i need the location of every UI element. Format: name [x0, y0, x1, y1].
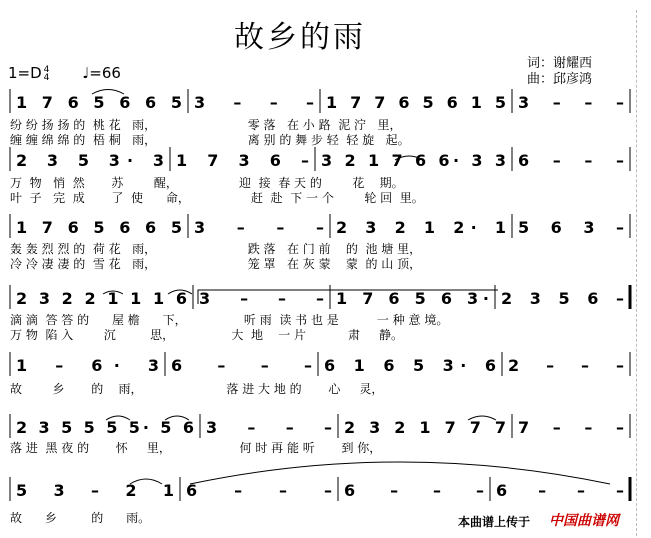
measure-notes: 1 7 3 6 – — [176, 151, 309, 170]
measure-notes: 6 1 6 5 3· 6 — [324, 356, 496, 375]
lyricist-credit: 词：谢耀西 — [527, 56, 593, 71]
tempo-marking: ♩=66 — [82, 64, 121, 82]
measure-notes: 3 – – – — [199, 289, 324, 308]
lyric-line: 故 乡 的 雨， 落 进 大 地 的 心 灵， — [10, 382, 384, 396]
time-signature: 4 4 — [43, 64, 50, 83]
measure-notes: 1 7 6 5 6 6 5 — [16, 218, 182, 237]
measure-notes: 2 3 5 5 5 5· 5 6 — [16, 418, 194, 437]
composer-credit: 曲：邱彦鸿 — [527, 72, 593, 87]
lyric-line: 叶 子 完 成 了 使 命， 赶 赴 下 一 个 轮 回 里。 — [10, 191, 424, 205]
key-signature: 1=D — [8, 64, 42, 82]
measure-notes: 6 – – – — [171, 356, 312, 375]
measure-notes: 2 3 2 1 7 7 7 — [344, 418, 506, 437]
lyric-line: 冷 冷 凄 凄 的 雪 花 雨， 笼 罩 在 灰 蒙 蒙 的 山 顶， — [10, 257, 422, 271]
measure-notes: 7 – – – — [518, 418, 624, 437]
measure-notes: 6 – – – — [496, 481, 624, 500]
measure-notes: 6 – – – — [344, 481, 484, 500]
lyric-line: 缠 缠 绵 绵 的 梧 桐 雨， 离 别 的 舞 步 轻 轻 旋 起。 — [10, 133, 410, 147]
measure-notes: 2 3 5 3· 3 — [16, 151, 164, 170]
measure-notes: 5 3 – 2 1 — [16, 481, 174, 500]
measure-notes: 3 – – – — [206, 418, 332, 437]
lyric-line: 万 物 悄 然 苏 醒， 迎 接 春 天 的 花 期。 — [10, 176, 404, 190]
measure-notes: 3 2 1 7 6 6· 3 3 — [321, 151, 506, 170]
lyric-line: 万 物 陷 入 沉 思， 大 地 一 片 肃 静。 — [10, 328, 404, 342]
measure-notes: 1 7 7 6 5 6 1 5 — [326, 93, 506, 112]
lyric-line: 轰 轰 烈 烈 的 荷 花 雨， 跌 落 在 门 前 的 池 塘 里， — [10, 242, 422, 256]
notation — [16, 93, 624, 500]
measure-notes: 2 3 5 6 – — [501, 289, 624, 308]
measure-notes: 1 – 6· 3 — [16, 356, 159, 375]
measure-notes: 2 3 2 1 2· 1 — [336, 218, 506, 237]
measure-notes: 2 – – – — [508, 356, 624, 375]
lyric-line: 滴 滴 答 答 的 屋 檐 下， 听 雨 读 书 也 是 一 种 意 境。 — [10, 313, 449, 327]
upload-note: 本曲谱上传于 — [458, 515, 531, 529]
song-title: 故乡的雨 — [234, 20, 366, 55]
measure-notes: 2 3 2 2 1 1 1 6 — [16, 289, 187, 308]
measure-notes: 1 7 6 5 6 6 5 — [16, 93, 182, 112]
measure-notes: 3 – – – — [194, 218, 324, 237]
measure-notes: 5 6 3 – — [518, 218, 624, 237]
measure-notes: 3 – – – — [518, 93, 624, 112]
measure-notes: 1 7 6 5 6 3· — [336, 289, 489, 308]
site-logo: 中国曲谱网 — [549, 513, 619, 529]
measure-notes: 6 – – – — [518, 151, 624, 170]
measure-notes: 3 – – – — [194, 93, 314, 112]
measure-notes: 6 – – – — [186, 481, 332, 500]
lyric-line: 纷 纷 扬 扬 的 桃 花 雨， 零 落 在 小 路 泥 泞 里， — [10, 118, 402, 132]
lyric-line: 落 进 黑 夜 的 怀 里， 何 时 再 能 听 到 你， — [10, 441, 382, 455]
lyric-line: 故 乡 的 雨。 — [10, 511, 151, 525]
